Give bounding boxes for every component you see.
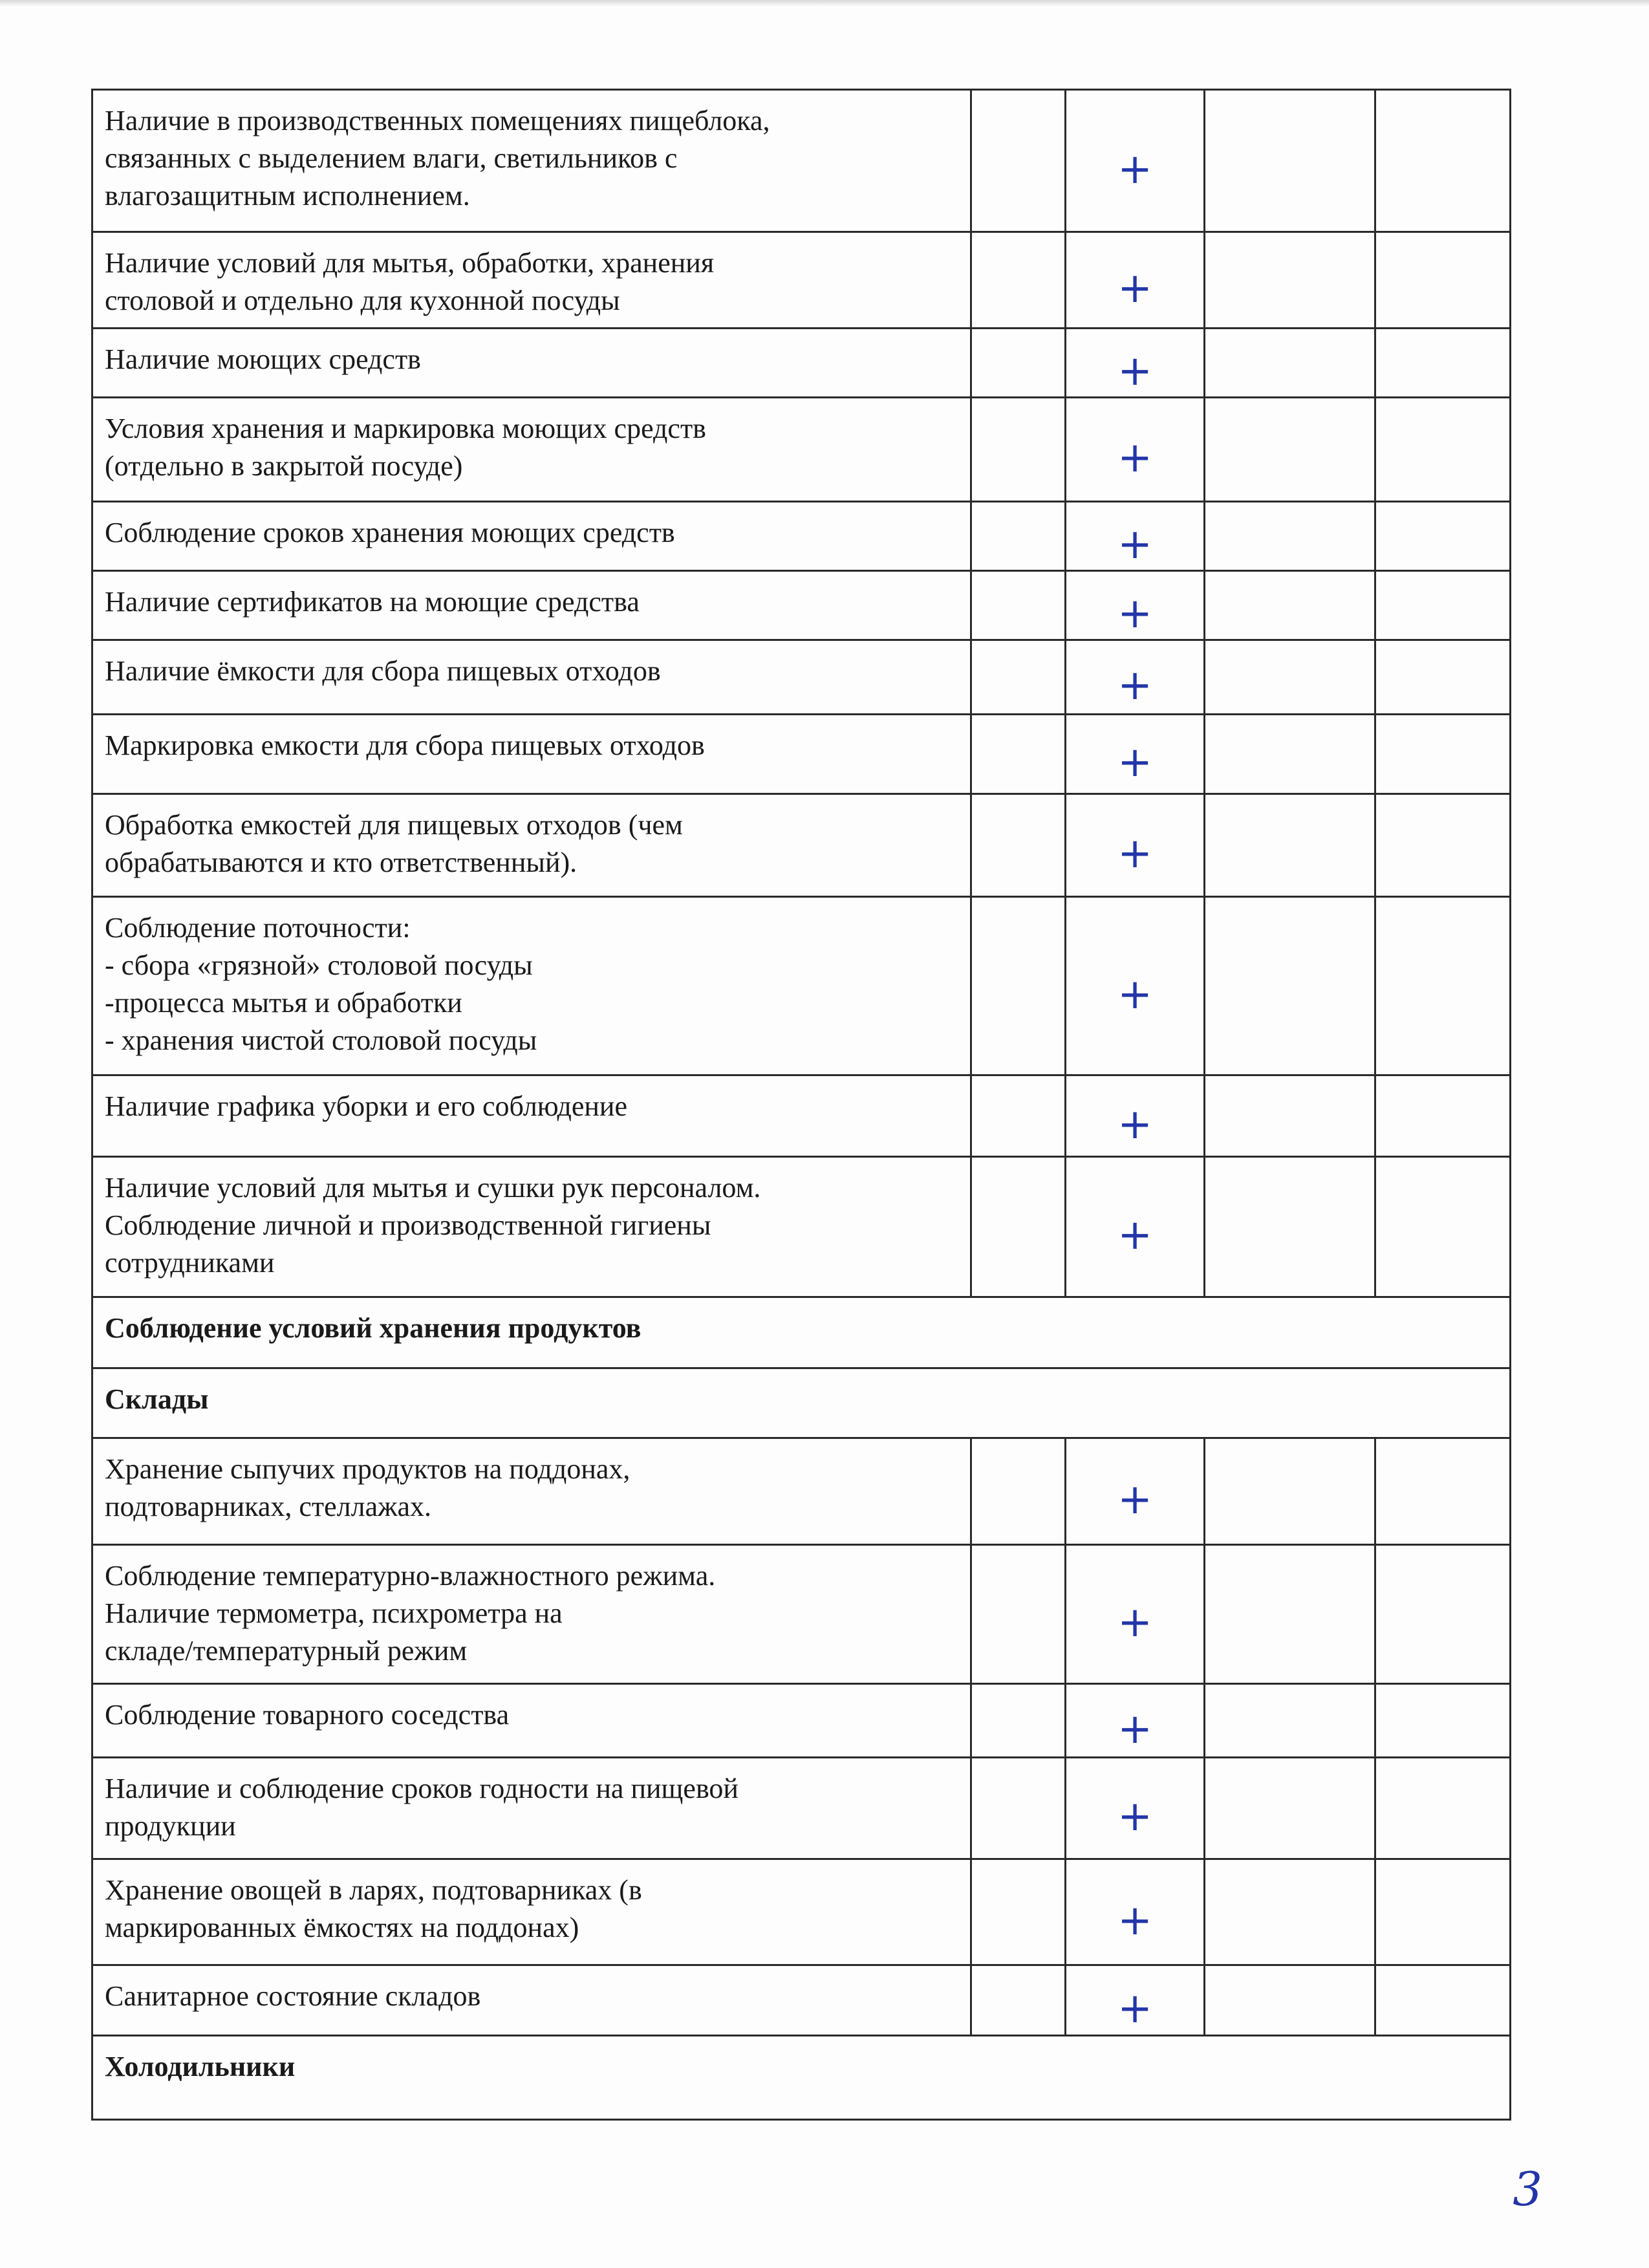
criterion-text-line: Наличие ёмкости для сбора пищевых отходов <box>105 655 661 687</box>
handwritten-plus-mark: + <box>1117 1211 1152 1259</box>
answer-cell-4[interactable] <box>1375 1438 1511 1545</box>
answer-cell-3[interactable] <box>1205 640 1375 715</box>
table-row <box>92 715 1511 794</box>
table-row <box>92 794 1511 897</box>
answer-cell-4[interactable] <box>1375 897 1511 1075</box>
section-heading: Соблюдение условий хранения продуктов <box>92 1297 1511 1368</box>
answer-cell-4[interactable] <box>1375 640 1511 715</box>
answer-cell-3[interactable] <box>1205 794 1375 897</box>
criterion-cell <box>92 715 971 794</box>
criterion-cell <box>92 794 971 897</box>
criterion-text-line: Соблюдение личной и производственной гигиены <box>105 1209 711 1241</box>
answer-cell-3[interactable] <box>1205 502 1375 571</box>
criterion-text-line: (отдельно в закрытой посуде) <box>105 450 463 482</box>
criterion-text-line: Соблюдение поточности: <box>105 912 411 944</box>
answer-cell-3[interactable] <box>1205 715 1375 794</box>
handwritten-plus-mark: + <box>1117 347 1152 395</box>
table-row <box>92 1684 1511 1758</box>
section-row <box>92 1368 1511 1438</box>
answer-cell-1[interactable] <box>971 1684 1066 1758</box>
handwritten-plus-mark: + <box>1117 970 1152 1019</box>
criterion-cell <box>92 1859 971 1965</box>
answer-cell-2[interactable] <box>1066 897 1205 1075</box>
answer-cell-2[interactable] <box>1066 90 1205 232</box>
criterion-text-line: обрабатываются и кто ответственный). <box>105 847 577 878</box>
criterion-text-line: Наличие условий для мытья и сушки рук персоналом. <box>105 1172 761 1204</box>
answer-cell-4[interactable] <box>1375 1545 1511 1684</box>
criterion-text-line: Наличие и соблюдение сроков годности на пищевой <box>105 1773 738 1804</box>
answer-cell-4[interactable] <box>1375 90 1511 232</box>
section-row <box>92 1297 1511 1368</box>
answer-cell-1[interactable] <box>971 1438 1066 1545</box>
criterion-text-line: Наличие сертификатов на моющие средства <box>105 586 640 618</box>
section-heading: Холодильники <box>92 2036 1511 2120</box>
criterion-cell <box>92 1684 971 1758</box>
table-row <box>92 502 1511 571</box>
answer-cell-2[interactable] <box>1066 1758 1205 1859</box>
criterion-cell <box>92 398 971 502</box>
answer-cell-4[interactable] <box>1375 1157 1511 1297</box>
answer-cell-2[interactable] <box>1066 398 1205 502</box>
criterion-cell <box>92 90 971 232</box>
criterion-cell <box>92 1075 971 1157</box>
answer-cell-3[interactable] <box>1205 1157 1375 1297</box>
answer-cell-1[interactable] <box>971 715 1066 794</box>
handwritten-plus-mark: + <box>1117 829 1152 878</box>
criterion-text-line: Наличие моющих средств <box>105 343 421 375</box>
handwritten-plus-mark: + <box>1117 1475 1152 1524</box>
answer-cell-1[interactable] <box>971 329 1066 398</box>
answer-cell-4[interactable] <box>1375 715 1511 794</box>
criterion-text-line: -процесса мытья и обработки <box>105 987 462 1019</box>
table-row <box>92 398 1511 502</box>
answer-cell-4[interactable] <box>1375 1965 1511 2036</box>
criterion-text-line: связанных с выделением влаги, светильников с <box>105 142 678 174</box>
answer-cell-2[interactable] <box>1066 1965 1205 2036</box>
criterion-text-line: Соблюдение температурно-влажностного режима. <box>105 1560 716 1592</box>
criterion-text-line: Условия хранения и маркировка моющих средств <box>105 413 706 444</box>
handwritten-plus-mark: + <box>1117 264 1152 312</box>
answer-cell-2[interactable] <box>1066 640 1205 715</box>
handwritten-plus-mark: + <box>1117 738 1152 786</box>
handwritten-plus-mark: + <box>1117 1792 1152 1841</box>
criterion-cell <box>92 329 971 398</box>
answer-cell-4[interactable] <box>1375 571 1511 640</box>
answer-cell-3[interactable] <box>1205 1075 1375 1157</box>
answer-cell-3[interactable] <box>1205 1758 1375 1859</box>
answer-cell-3[interactable] <box>1205 897 1375 1075</box>
answer-cell-1[interactable] <box>971 794 1066 897</box>
answer-cell-3[interactable] <box>1205 1438 1375 1545</box>
answer-cell-1[interactable] <box>971 640 1066 715</box>
criterion-text-line: Соблюдение сроков хранения моющих средств <box>105 517 675 548</box>
answer-cell-1[interactable] <box>971 1859 1066 1965</box>
table-row <box>92 1545 1511 1684</box>
answer-cell-1[interactable] <box>971 502 1066 571</box>
answer-cell-4[interactable] <box>1375 398 1511 502</box>
table-row <box>92 1965 1511 2036</box>
criterion-cell <box>92 1545 971 1684</box>
answer-cell-1[interactable] <box>971 571 1066 640</box>
handwritten-plus-mark: + <box>1117 661 1152 709</box>
answer-cell-4[interactable] <box>1375 1859 1511 1965</box>
handwritten-plus-mark: + <box>1117 1598 1152 1647</box>
answer-cell-3[interactable] <box>1205 571 1375 640</box>
page-top-edge <box>0 0 1649 6</box>
answer-cell-1[interactable] <box>971 897 1066 1075</box>
criterion-text-line: складе/температурный режим <box>105 1635 468 1667</box>
criterion-text-line: продукции <box>105 1810 236 1842</box>
answer-cell-3[interactable] <box>1205 1859 1375 1965</box>
handwritten-plus-mark: + <box>1117 520 1152 568</box>
criterion-text-line: - хранения чистой столовой посуды <box>105 1024 537 1056</box>
answer-cell-4[interactable] <box>1375 794 1511 897</box>
table-row <box>92 329 1511 398</box>
criterion-text-line: маркированных ёмкостях на поддонах) <box>105 1912 579 1943</box>
criterion-cell <box>92 1758 971 1859</box>
answer-cell-2[interactable] <box>1066 329 1205 398</box>
section-heading: Склады <box>92 1368 1511 1438</box>
criterion-text-line: Наличие термометра, психрометра на <box>105 1597 563 1629</box>
criterion-cell <box>92 571 971 640</box>
handwritten-plus-mark: + <box>1117 1984 1152 2033</box>
handwritten-plus-mark: + <box>1117 1100 1152 1149</box>
criterion-text-line: подтоварниках, стеллажах. <box>105 1491 432 1522</box>
page-number: 3 <box>1513 2162 1542 2216</box>
criterion-text-line: сотрудниками <box>105 1247 275 1279</box>
answer-cell-2[interactable] <box>1066 1075 1205 1157</box>
criterion-cell <box>92 1157 971 1297</box>
answer-cell-1[interactable] <box>971 1157 1066 1297</box>
criterion-text-line: - сбора «грязной» столовой посуды <box>105 949 533 981</box>
criterion-cell <box>92 1438 971 1545</box>
table-row <box>92 232 1511 329</box>
answer-cell-3[interactable] <box>1205 1545 1375 1684</box>
answer-cell-2[interactable] <box>1066 571 1205 640</box>
answer-cell-2[interactable] <box>1066 1157 1205 1297</box>
table-row <box>92 897 1511 1075</box>
criterion-cell <box>92 897 971 1075</box>
answer-cell-2[interactable] <box>1066 232 1205 329</box>
checklist-table <box>91 89 1511 2121</box>
answer-cell-3[interactable] <box>1205 90 1375 232</box>
handwritten-plus-mark: + <box>1117 1705 1152 1753</box>
answer-cell-4[interactable] <box>1375 1758 1511 1859</box>
criterion-text-line: Маркировка емкости для сбора пищевых отходов <box>105 729 705 761</box>
answer-cell-1[interactable] <box>971 1545 1066 1684</box>
criterion-cell <box>92 1965 971 2036</box>
answer-cell-1[interactable] <box>971 1758 1066 1859</box>
answer-cell-3[interactable] <box>1205 398 1375 502</box>
answer-cell-2[interactable] <box>1066 502 1205 571</box>
criterion-cell <box>92 640 971 715</box>
table-row <box>92 90 1511 232</box>
answer-cell-2[interactable] <box>1066 794 1205 897</box>
answer-cell-4[interactable] <box>1375 1075 1511 1157</box>
answer-cell-3[interactable] <box>1205 232 1375 329</box>
answer-cell-1[interactable] <box>971 90 1066 232</box>
answer-cell-4[interactable] <box>1375 1684 1511 1758</box>
table-row <box>92 640 1511 715</box>
criterion-text-line: Санитарное состояние складов <box>105 1980 481 2012</box>
answer-cell-2[interactable] <box>1066 715 1205 794</box>
answer-cell-2[interactable] <box>1066 1684 1205 1758</box>
criterion-text-line: Хранение сыпучих продуктов на поддонах, <box>105 1453 630 1485</box>
answer-cell-1[interactable] <box>971 1075 1066 1157</box>
criterion-text-line: столовой и отдельно для кухонной посуды <box>105 285 620 316</box>
criterion-text-line: Соблюдение товарного соседства <box>105 1699 510 1731</box>
table-row <box>92 1075 1511 1157</box>
answer-cell-1[interactable] <box>971 398 1066 502</box>
answer-cell-3[interactable] <box>1205 1684 1375 1758</box>
table-row <box>92 1157 1511 1297</box>
answer-cell-2[interactable] <box>1066 1438 1205 1545</box>
criterion-text-line: Обработка емкостей для пищевых отходов (чем <box>105 809 683 841</box>
answer-cell-3[interactable] <box>1205 1965 1375 2036</box>
table-row <box>92 1859 1511 1965</box>
criterion-text-line: Наличие условий для мытья, обработки, хранения <box>105 247 715 279</box>
answer-cell-1[interactable] <box>971 1965 1066 2036</box>
answer-cell-4[interactable] <box>1375 329 1511 398</box>
criterion-cell <box>92 502 971 571</box>
criterion-text-line: влагозащитным исполнением. <box>105 180 470 211</box>
criterion-text-line: Хранение овощей в ларях, подтоварниках (в <box>105 1874 642 1906</box>
answer-cell-1[interactable] <box>971 232 1066 329</box>
table-row <box>92 571 1511 640</box>
answer-cell-4[interactable] <box>1375 232 1511 329</box>
handwritten-plus-mark: + <box>1117 1896 1152 1945</box>
answer-cell-2[interactable] <box>1066 1859 1205 1965</box>
answer-cell-3[interactable] <box>1205 329 1375 398</box>
section-row <box>92 2036 1511 2120</box>
answer-cell-2[interactable] <box>1066 1545 1205 1684</box>
handwritten-plus-mark: + <box>1117 145 1152 193</box>
answer-cell-4[interactable] <box>1375 502 1511 571</box>
criterion-text-line: Наличие в производственных помещениях пищеблока, <box>105 105 770 136</box>
criterion-text-line: Наличие графика уборки и его соблюдение <box>105 1090 627 1122</box>
table-row <box>92 1438 1511 1545</box>
handwritten-plus-mark: + <box>1117 589 1152 638</box>
criterion-cell <box>92 232 971 329</box>
table-row <box>92 1758 1511 1859</box>
handwritten-plus-mark: + <box>1117 433 1152 482</box>
